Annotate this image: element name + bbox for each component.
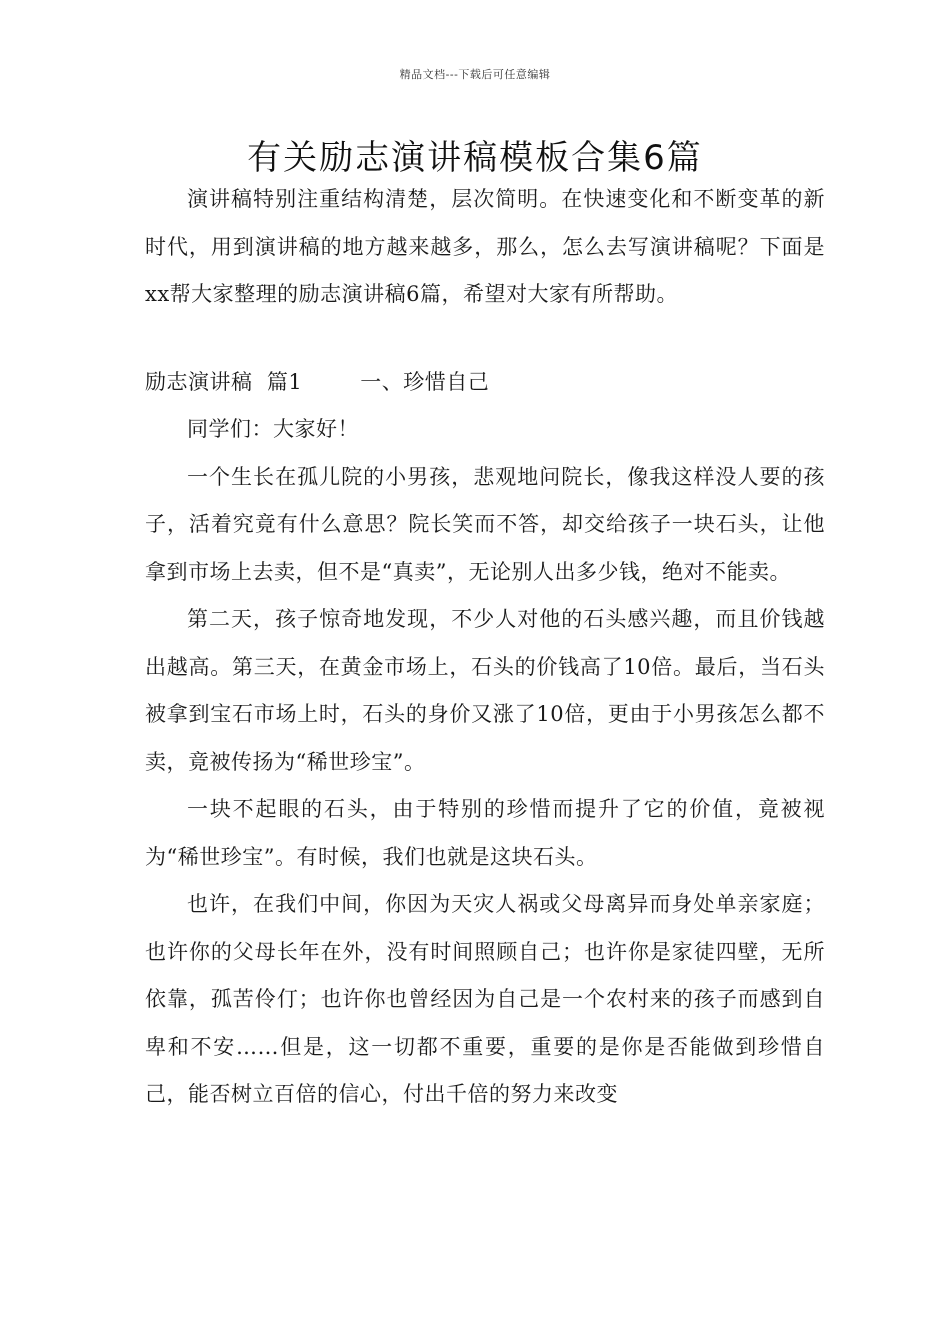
body-paragraph-4: 也许，在我们中间，你因为天灾人祸或父母离异而身处单亲家庭；也许你的父母长年在外，没有时间照顾自己；也许你是家徒四壁，无所依靠，孤苦伶仃；也许你也曾经因为自己是一个农村来的孩子而感到自卑和不安……但是，这一切都不重要，重要的是你是否能做到珍惜自己，能否树立百倍的信心，付出千倍的努力来改变	[145, 892, 825, 1106]
header-note: 精品文档---下载后可任意编辑	[399, 68, 551, 81]
document-title: 有关励志演讲稿模板合集6篇	[247, 138, 703, 178]
section-heading	[145, 359, 825, 407]
intro-paragraph: 演讲稿特别注重结构清楚，层次简明。在快速变化和不断变革的新时代，用到演讲稿的地方越来越多，那么，怎么去写演讲稿呢？下面是xx帮大家整理的励志演讲稿6篇，希望对大家有所帮助。	[145, 187, 825, 306]
spacer	[145, 319, 825, 359]
greeting: 同学们：大家好！	[187, 417, 359, 441]
section-title: 一、珍惜自己	[360, 369, 490, 394]
document-body	[145, 176, 825, 1119]
section-label: 励志演讲稿 篇1	[145, 369, 303, 394]
body-paragraph-1: 一个生长在孤儿院的小男孩，悲观地问院长，像我这样没人要的孩子，活着究竟有什么意思？院长笑而不答，却交给孩子一块石头，让他拿到市场上去卖，但不是“真卖”，无论别人出多少钱，绝对不能卖。	[145, 464, 825, 584]
body-paragraph-2: 第二天，孩子惊奇地发现，不少人对他的石头感兴趣，而且价钱越出越高。第三天，在黄金市场上，石头的价钱高了10倍。最后，当石头被拿到宝石市场上时，石头的身价又涨了10倍，更由于小男孩怎么都不卖，竟被传扬为“稀世珍宝”。	[145, 607, 825, 774]
body-paragraph-3: 一块不起眼的石头，由于特别的珍惜而提升了它的价值，竟被视为“稀世珍宝”。有时候，我们也就是这块石头。	[145, 797, 825, 869]
